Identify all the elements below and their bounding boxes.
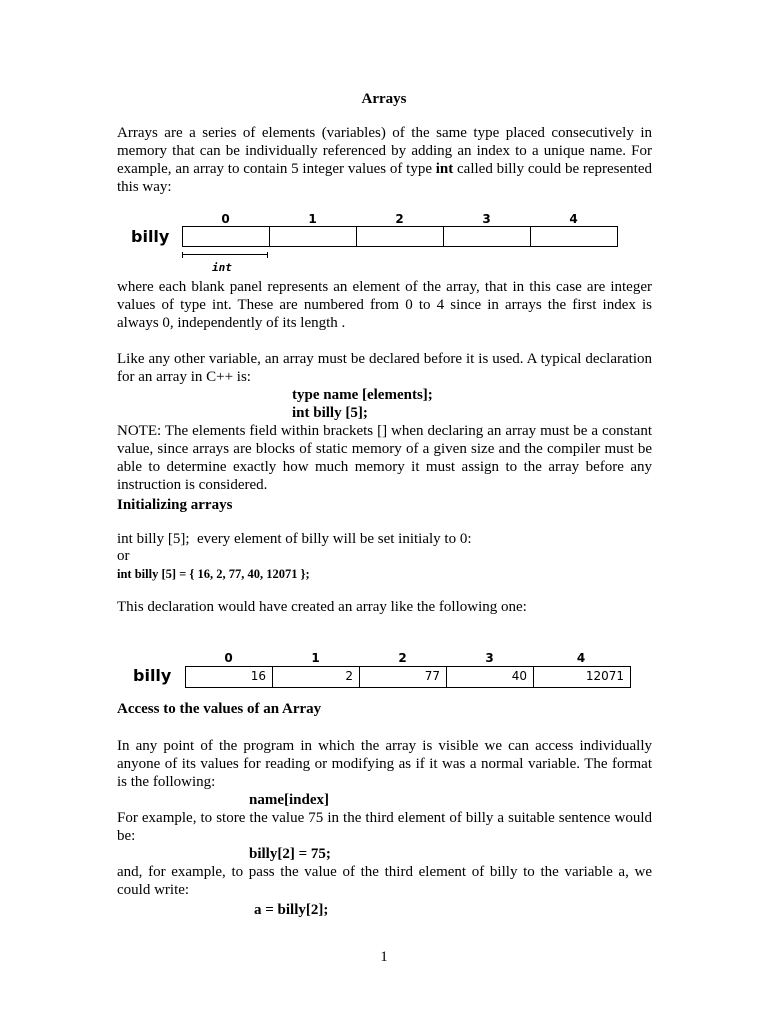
init-line-values: int billy [5] = { 16, 2, 77, 40, 12071 }; xyxy=(117,567,310,581)
array-index-4: 4 xyxy=(576,651,586,665)
page-title: Arrays xyxy=(361,91,407,107)
array-index-3: 3 xyxy=(485,651,494,665)
heading-initializing-arrays: Initializing arrays xyxy=(117,497,233,513)
code-declaration-billy: int billy [5]; xyxy=(292,405,368,421)
paragraph-where: where each blank panel represents an element of the array, that in this case are integer values of type int. These are numbered from 0 to 4 since in arrays the first index is always 0, independently of its length . xyxy=(117,279,652,331)
element-type-label: int xyxy=(212,261,232,274)
array-index-3: 3 xyxy=(482,212,491,226)
array-index-0: 0 xyxy=(221,212,230,226)
paragraph-pass: and, for example, to pass the value of the third element of billy to the variable a, we could write: xyxy=(117,864,652,898)
paragraph-declaration: This declaration would have created an array like the following one: xyxy=(117,599,527,615)
array-index-1: 1 xyxy=(311,651,320,665)
init-line-default: int billy [5]; every element of billy will be set initialy to 0: xyxy=(117,531,472,547)
array-index-1: 1 xyxy=(308,212,317,226)
array-index-4: 4 xyxy=(569,212,578,226)
array-cell-value: 2 xyxy=(273,667,360,687)
array-cells xyxy=(185,666,631,688)
code-format: name[index] xyxy=(249,792,329,808)
paragraph-like: Like any other variable, an array must be declared before it is used. A typical declaration for an array in C++ is: xyxy=(117,351,652,385)
array-cell-value: 12071 xyxy=(585,669,624,683)
array-cell-value: 40 xyxy=(447,667,534,687)
array-cell xyxy=(270,227,357,246)
intro-text-1: Arrays are a series of elements (variables) of the same type placed consecutively in memory that can be individually referenced by adding an index to a unique name. For example, an array to contain 5 integer values of type xyxy=(117,125,652,177)
array-cell-value: 77 xyxy=(360,667,447,687)
array-cell-value: 16 xyxy=(186,667,273,687)
array-name-label: billy xyxy=(131,227,170,246)
code-pass: a = billy[2]; xyxy=(254,902,329,918)
array-index-0: 0 xyxy=(224,651,233,665)
code-store: billy[2] = 75; xyxy=(249,846,331,862)
paragraph-example: For example, to store the value 75 in the third element of billy a suitable sentence would be: xyxy=(117,810,652,844)
array-cell xyxy=(357,227,444,246)
init-or: or xyxy=(117,548,130,564)
paragraph-access: In any point of the program in which the array is visible we can access individually anyone of its values for reading or modifying as if it was a normal variable. The format is the following: xyxy=(117,738,652,790)
array-index-2: 2 xyxy=(398,651,407,665)
array-cell xyxy=(183,227,270,246)
heading-access-values: Access to the values of an Array xyxy=(117,701,322,717)
intro-bold-int: int xyxy=(435,161,454,177)
code-declaration-generic: type name [elements]; xyxy=(292,387,433,403)
array-cell xyxy=(531,227,617,246)
intro-text-2: called billy could be represented this way: xyxy=(117,161,652,195)
intro-paragraph xyxy=(117,124,652,196)
array-cells xyxy=(182,226,618,247)
array-name-label: billy xyxy=(133,666,172,685)
array-index-2: 2 xyxy=(395,212,404,226)
paragraph-note: NOTE: The elements field within brackets [] when declaring an array must be a constant value, since arrays are blocks of static memory of a given size and the compiler must be able to determine exactly how much memory it must assign to the array before any instruction is considered. xyxy=(117,423,652,493)
array-cell xyxy=(444,227,531,246)
page-number: 1 xyxy=(380,949,388,965)
element-size-bracket xyxy=(182,252,268,258)
